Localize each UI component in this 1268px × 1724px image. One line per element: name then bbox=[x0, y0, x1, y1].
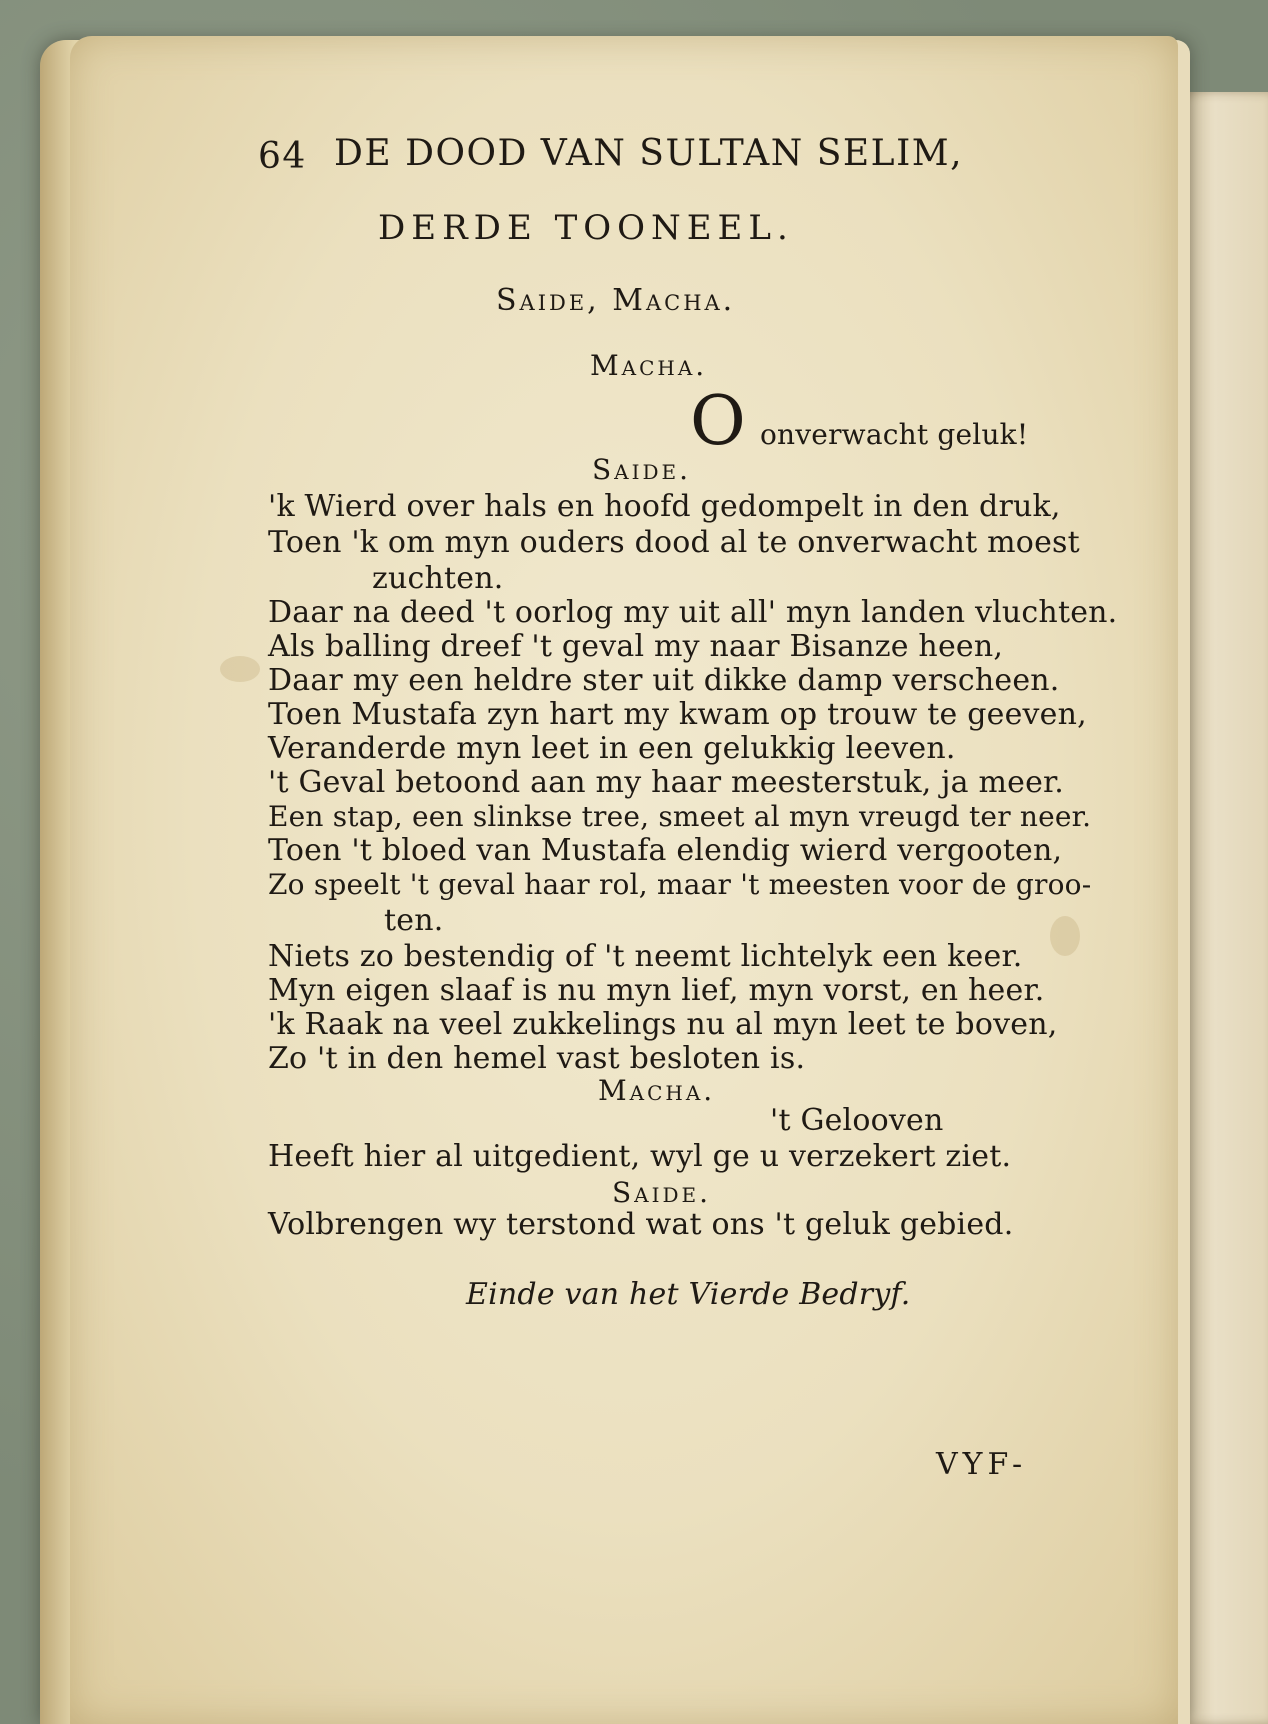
page-number: 64 bbox=[258, 136, 307, 177]
verse-line: 'k Raak na veel zukkelings nu al myn leet te boven, bbox=[268, 1007, 1058, 1042]
verse-turnover: ten. bbox=[384, 903, 444, 938]
verse-line: Toen 'k om myn ouders dood al te onverwacht moest bbox=[268, 525, 1080, 560]
act-end-note: Einde van het Vierde Bedryf. bbox=[466, 1277, 911, 1312]
drop-cap: O bbox=[690, 382, 746, 461]
facing-page-edge bbox=[1180, 92, 1268, 1724]
cast-list: Saide, Macha. bbox=[496, 283, 736, 318]
verse-line: Niets zo bestendig of 't neemt lichtelyk een keer. bbox=[268, 939, 1023, 974]
verse-line: Daar na deed 't oorlog my uit all' myn landen vluchten. bbox=[268, 595, 1118, 630]
verse-line: Zo speelt 't geval haar rol, maar 't meesten voor de groo- bbox=[268, 868, 1092, 901]
scene-title: DERDE TOONEEL. bbox=[378, 208, 794, 248]
page-stain bbox=[1050, 916, 1080, 956]
speaker-name: Saide. bbox=[592, 453, 692, 486]
verse-line: Als balling dreef 't geval my naar Bisanze heen, bbox=[268, 629, 1004, 664]
verse-turnover: zuchten. bbox=[372, 561, 504, 596]
verse-line: Een stap, een slinkse tree, smeet al myn vreugd ter neer. bbox=[268, 800, 1092, 833]
speaker-name: Saide. bbox=[612, 1176, 712, 1209]
verse-line: onverwacht geluk! bbox=[760, 418, 1029, 451]
verse-line: 't Geval betoond aan my haar meesterstuk, ja meer. bbox=[268, 765, 1065, 800]
verse-line: Myn eigen slaaf is nu myn lief, myn vorst, en heer. bbox=[268, 973, 1045, 1008]
page-stain bbox=[220, 656, 260, 682]
verse-line: Daar my een heldre ster uit dikke damp verscheen. bbox=[268, 663, 1060, 698]
verse-line: Zo 't in den hemel vast besloten is. bbox=[268, 1041, 806, 1076]
verse-line: Veranderde myn leet in een gelukkig leeven. bbox=[268, 731, 956, 766]
verse-line: Heeft hier al uitgedient, wyl ge u verzekert ziet. bbox=[268, 1139, 1012, 1174]
verse-line: 'k Wierd over hals en hoofd gedompelt in den druk, bbox=[268, 489, 1061, 524]
verse-line: Volbrengen wy terstond wat ons 't geluk gebied. bbox=[268, 1207, 1014, 1242]
speaker-name: Macha. bbox=[598, 1074, 716, 1107]
running-head: DE DOOD VAN SULTAN SELIM, bbox=[334, 133, 964, 174]
speaker-name: Macha. bbox=[590, 349, 708, 382]
verse-line: Toen Mustafa zyn hart my kwam op trouw te geeven, bbox=[268, 697, 1087, 732]
catchword: VYF- bbox=[936, 1447, 1028, 1482]
verse-line: Toen 't bloed van Mustafa elendig wierd vergooten, bbox=[268, 833, 1063, 868]
verse-half-line: 't Gelooven bbox=[770, 1103, 944, 1138]
